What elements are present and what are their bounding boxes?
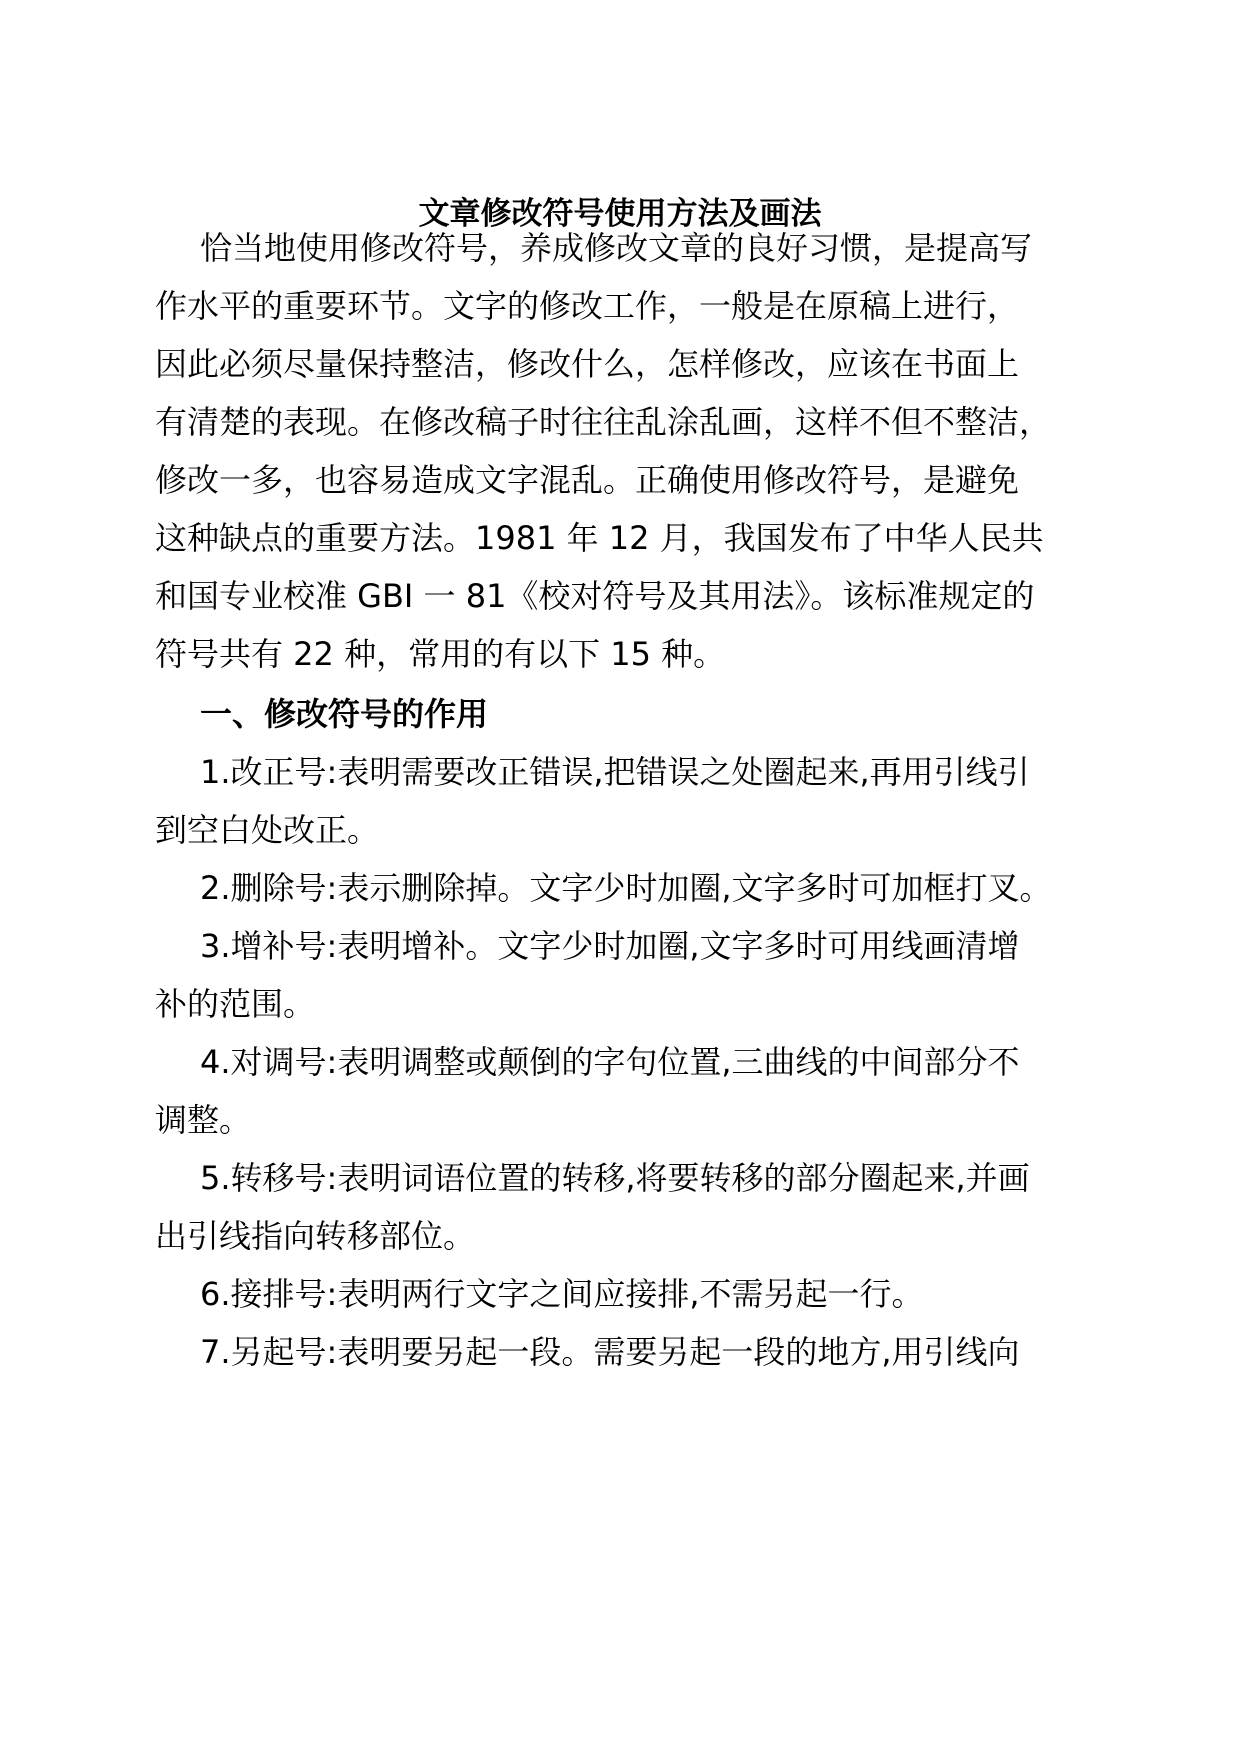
intro-line: 这种缺点的重要方法。1981 年 12 月，我国发布了中华人民共 — [155, 519, 1044, 557]
list-item-4-continuation: 调整。 — [155, 1101, 252, 1139]
intro-line: 和国专业校准 GBI 一 81《校对符号及其用法》。该标准规定的 — [155, 577, 1035, 615]
intro-line: 有清楚的表现。在修改稿子时往往乱涂乱画，这样不但不整洁， — [155, 403, 1052, 441]
intro-line: 恰当地使用修改符号，养成修改文章的良好习惯，是提高写 — [200, 229, 1033, 267]
intro-line: 修改一多，也容易造成文字混乱。正确使用修改符号，是避免 — [155, 461, 1020, 499]
list-item-1: 1.改正号:表明需要改正错误,把错误之处圈起来,再用引线引 — [200, 753, 1030, 791]
intro-line: 作水平的重要环节。文字的修改工作，一般是在原稿上进行， — [155, 287, 1020, 325]
list-item-5-continuation: 出引线指向转移部位。 — [155, 1217, 476, 1255]
list-item-3-continuation: 补的范围。 — [155, 985, 316, 1023]
list-item-4: 4.对调号:表明调整或颠倒的字句位置,三曲线的中间部分不 — [200, 1043, 1020, 1081]
list-item-7: 7.另起号:表明要另起一段。需要另起一段的地方,用引线向 — [200, 1333, 1020, 1371]
section-heading: 一、修改符号的作用 — [200, 695, 489, 733]
intro-line: 因此必须尽量保持整洁，修改什么，怎样修改，应该在书面上 — [155, 345, 1020, 383]
intro-line: 符号共有 22 种，常用的有以下 15 种。 — [155, 635, 726, 673]
list-item-5: 5.转移号:表明词语位置的转移,将要转移的部分圈起来,并画 — [200, 1159, 1030, 1197]
list-item-3: 3.增补号:表明增补。文字少时加圈,文字多时可用线画清增 — [200, 927, 1020, 965]
list-item-1-continuation: 到空白处改正。 — [155, 811, 380, 849]
list-item-2: 2.删除号:表示删除掉。文字少时加圈,文字多时可加框打叉。 — [200, 869, 1052, 907]
list-item-6: 6.接排号:表明两行文字之间应接排,不需另起一行。 — [200, 1275, 924, 1313]
document-title: 文章修改符号使用方法及画法 — [418, 196, 822, 232]
